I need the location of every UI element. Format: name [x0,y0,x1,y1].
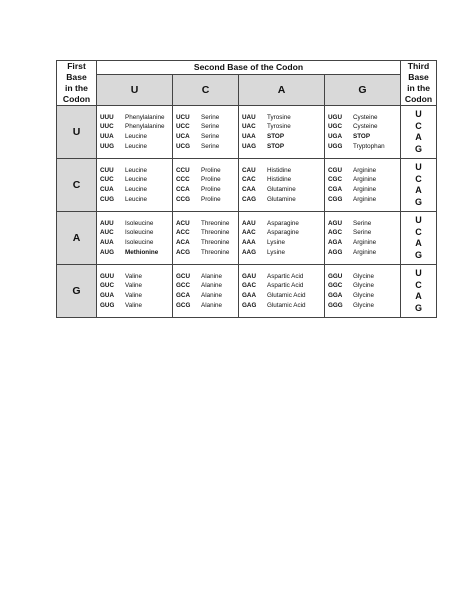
codon-entry [100,195,172,205]
amino-acid-label: Valine [125,301,143,309]
first-base-u: U [57,106,97,159]
third-base-column [401,159,437,212]
codon-cell [325,212,401,265]
codon-label: CAC [242,176,256,184]
codon-label: ACU [176,219,190,227]
codon-table [56,60,437,318]
codon-label: AAA [242,239,256,246]
third-base-letter: C [415,279,422,290]
codon-entry [328,175,400,185]
codon-entry [100,185,172,195]
codon-label: CGC [328,176,342,184]
amino-acid-label: Tyrosine [267,113,291,121]
codon-label: GUU [100,272,114,280]
codon-label: CCC [176,176,190,184]
third-base-letter: G [415,249,423,260]
codon-cell [97,265,173,318]
codon-cell [97,212,173,265]
codon-cell [173,106,239,159]
amino-acid-label: Arginine [353,248,377,256]
amino-acid-label: Arginine [353,166,377,174]
codon-cell [325,159,401,212]
amino-acid-label: Phenylalanine [125,123,165,131]
codon-entry [328,132,400,142]
codon-cell [239,212,325,265]
codon-label: AGG [328,248,343,256]
codon-entry [100,301,172,311]
codon-entry [100,175,172,185]
codon-cell [97,106,173,159]
codon-entry [100,281,172,291]
codon-label: CAG [242,195,256,203]
first-base-a: A [57,212,97,265]
amino-acid-label: Threonine [201,219,230,227]
codon-label: ACG [176,248,190,256]
codon-label: CUA [100,186,114,193]
codon-entry [242,248,324,258]
codon-label: GGA [328,292,343,299]
codon-cell [325,106,401,159]
amino-acid-label: Leucine [125,133,148,140]
codon-label: UUA [100,133,114,140]
codon-entry [242,113,324,123]
codon-entry [100,219,172,229]
third-base-letter: A [415,132,422,142]
first-base-header-line: Base [66,72,87,82]
codon-entry [176,132,238,142]
amino-acid-label: Histidine [267,176,292,184]
third-base-letter: U [415,109,422,119]
amino-acid-label: Glutamic Acid [267,292,306,299]
codon-cell [239,159,325,212]
third-base-column [401,212,437,265]
codon-entry [242,185,324,195]
amino-acid-label: Glutamine [267,195,296,203]
codon-label: AGU [328,219,342,227]
amino-acid-label: Serine [201,113,220,121]
amino-acid-label: Asparagine [267,229,299,237]
third-base-letter: G [415,196,423,207]
codon-label: CCG [176,195,190,203]
codon-label: CUU [100,166,114,174]
amino-acid-label: Alanine [201,282,223,290]
amino-acid-label: Glycine [353,292,374,299]
codon-entry [176,122,238,132]
table-row [57,212,437,265]
codon-label: CUG [100,195,114,203]
codon-label: AUG [100,248,114,256]
third-base-letter: U [415,162,422,172]
amino-acid-label: Isoleucine [125,219,154,227]
codon-label: AAG [242,248,256,256]
codon-cell [173,265,239,318]
codon-label: UUG [100,142,114,150]
amino-acid-label: Leucine [125,142,148,150]
amino-acid-label: Proline [201,186,221,193]
codon-entry [100,142,172,152]
codon-label: UCA [176,133,190,140]
codon-label: GAA [242,292,256,299]
amino-acid-label: Glycine [353,282,374,290]
codon-entry [328,272,400,282]
codon-entry [176,238,238,248]
first-base-header-line: in the [65,83,88,93]
codon-entry [328,113,400,123]
codon-label: UGG [328,142,343,150]
amino-acid-label: Alanine [201,272,223,280]
codon-label: GUA [100,292,114,299]
codon-entry [176,195,238,205]
second-base-g: G [325,74,401,105]
codon-label: ACC [176,229,190,237]
amino-acid-label: Serine [201,142,220,150]
codon-entry [176,272,238,282]
codon-label: UGA [328,133,342,140]
codon-label: CGG [328,195,343,203]
amino-acid-label: STOP [353,133,371,140]
codon-label: GAG [242,301,257,309]
codon-entry [328,142,400,152]
codon-label: UCC [176,123,190,131]
codon-label: GAC [242,282,256,290]
codon-entry [328,185,400,195]
codon-label: AUC [100,229,114,237]
amino-acid-label: Leucine [125,176,148,184]
codon-label: CAU [242,166,256,174]
codon-entry [100,272,172,282]
codon-entry [100,238,172,248]
third-base-letter: G [415,143,423,154]
third-base-letter: U [415,215,422,225]
amino-acid-label: Threonine [201,229,230,237]
codon-entry [100,113,172,123]
codon-label: GUC [100,282,114,290]
amino-acid-label: Isoleucine [125,229,154,237]
codon-cell [325,265,401,318]
codon-entry [328,281,400,291]
codon-entry [328,195,400,205]
third-base-column [401,106,437,159]
amino-acid-label: Leucine [125,186,148,193]
amino-acid-label: Asparagine [267,219,299,227]
amino-acid-label: Glutamic Acid [267,301,306,309]
codon-entry [100,166,172,176]
amino-acid-label: Valine [125,292,143,299]
codon-entry [242,166,324,176]
codon-entry [176,219,238,229]
third-base-letter: A [415,291,422,301]
third-base-letter: A [415,185,422,195]
codon-label: CUC [100,176,114,184]
amino-acid-label: Aspartic Acid [267,282,304,290]
amino-acid-label: Alanine [201,292,223,299]
codon-label: UAG [242,142,256,150]
third-base-letter: G [415,302,423,313]
codon-label: UAC [242,123,256,131]
amino-acid-label: Aspartic Acid [267,272,304,280]
amino-acid-label: Phenylalanine [125,113,165,121]
amino-acid-label: Isoleucine [125,239,154,246]
codon-entry [242,291,324,301]
codon-table-body [57,106,437,318]
amino-acid-label: Arginine [353,186,377,193]
codon-label: UAA [242,133,256,140]
codon-label: GAU [242,272,256,280]
amino-acid-label: Glycine [353,301,374,309]
codon-label: CCU [176,166,190,174]
codon-entry [176,228,238,238]
amino-acid-label: Threonine [201,248,230,256]
codon-entry [100,291,172,301]
codon-entry [176,113,238,123]
codon-entry [328,166,400,176]
codon-label: UCU [176,113,190,121]
codon-label: UCG [176,142,190,150]
second-base-header: Second Base of the Codon [97,61,401,75]
codon-label: CGA [328,186,342,193]
codon-entry [242,228,324,238]
amino-acid-label: Leucine [125,195,148,203]
codon-label: GGG [328,301,343,309]
codon-entry [242,122,324,132]
codon-label: UAU [242,113,256,121]
amino-acid-label: Glycine [353,272,374,280]
codon-entry [176,175,238,185]
amino-acid-label: Arginine [353,195,377,203]
codon-entry [242,272,324,282]
codon-label: GCG [176,301,191,309]
third-base-header-line: Third [407,61,430,71]
first-base-header-line: First [67,61,86,71]
codon-entry [176,142,238,152]
third-base-column [401,265,437,318]
amino-acid-label: Methionine [125,248,159,256]
codon-entry [100,248,172,258]
first-base-c: C [57,159,97,212]
amino-acid-label: Lysine [267,248,285,256]
amino-acid-label: Alanine [201,301,223,309]
amino-acid-label: Glutamine [267,186,296,193]
amino-acid-label: Serine [201,133,220,140]
codon-label: CCA [176,186,190,193]
amino-acid-label: Proline [201,195,221,203]
codon-entry [100,122,172,132]
codon-label: AGC [328,229,342,237]
amino-acid-label: Arginine [353,176,377,184]
amino-acid-label: STOP [267,142,285,150]
codon-label: AAC [242,229,256,237]
codon-label: UGC [328,123,342,131]
codon-entry [242,132,324,142]
amino-acid-label: Proline [201,166,221,174]
codon-label: GCA [176,292,190,299]
first-base-g: G [57,265,97,318]
codon-label: AAU [242,219,256,227]
codon-label: GGC [328,282,343,290]
codon-label: AUU [100,219,114,227]
codon-entry [242,175,324,185]
codon-entry [176,291,238,301]
amino-acid-label: Cysteine [353,113,378,121]
codon-label: UUC [100,123,114,131]
codon-entry [328,228,400,238]
codon-entry [242,301,324,311]
codon-label: GCC [176,282,190,290]
codon-cell [97,159,173,212]
amino-acid-label: Leucine [125,166,148,174]
codon-entry [176,166,238,176]
codon-cell [239,106,325,159]
second-base-c: C [173,74,239,105]
codon-entry [176,185,238,195]
amino-acid-label: Arginine [353,239,377,246]
amino-acid-label: Histidine [267,166,292,174]
codon-entry [242,142,324,152]
amino-acid-label: Lysine [267,239,285,246]
amino-acid-label: Valine [125,282,143,290]
codon-entry [242,238,324,248]
codon-entry [328,291,400,301]
codon-entry [176,248,238,258]
amino-acid-label: Proline [201,176,221,184]
third-base-header [401,61,437,106]
codon-entry [328,248,400,258]
table-row [57,159,437,212]
codon-label: GGU [328,272,343,280]
codon-entry [328,238,400,248]
codon-label: UUU [100,113,114,121]
amino-acid-label: Serine [353,229,372,237]
codon-entry [100,228,172,238]
third-base-letter: C [415,120,422,131]
codon-cell [173,159,239,212]
amino-acid-label: Serine [201,123,220,131]
codon-cell [239,265,325,318]
codon-label: ACA [176,239,190,246]
codon-label: GUG [100,301,115,309]
third-base-letter: C [415,173,422,184]
codon-label: GCU [176,272,190,280]
codon-entry [242,195,324,205]
codon-entry [328,122,400,132]
codon-label: UGU [328,113,342,121]
second-base-u: U [97,74,173,105]
second-base-a: A [239,74,325,105]
amino-acid-label: Serine [353,219,372,227]
third-base-letter: A [415,238,422,248]
codon-entry [176,301,238,311]
codon-entry [176,281,238,291]
third-base-header-line: in the [407,83,430,93]
amino-acid-label: Tryptophan [353,142,385,150]
third-base-header-line: Base [408,72,429,82]
third-base-letter: U [415,268,422,278]
third-base-header-line: Codon [404,94,433,104]
codon-label: AUA [100,239,114,246]
table-row [57,106,437,159]
amino-acid-label: Cysteine [353,123,378,131]
codon-entry [100,132,172,142]
amino-acid-label: Tyrosine [267,123,291,131]
codon-entry [242,281,324,291]
codon-entry [328,219,400,229]
codon-entry [242,219,324,229]
first-base-header-line: Codon [62,94,91,104]
table-row [57,265,437,318]
amino-acid-label: STOP [267,133,285,140]
codon-label: CAA [242,186,256,193]
codon-label: CGU [328,166,342,174]
amino-acid-label: Threonine [201,239,230,246]
first-base-header [57,61,97,106]
codon-entry [328,301,400,311]
third-base-letter: C [415,226,422,237]
amino-acid-label: Valine [125,272,143,280]
codon-label: AGA [328,239,342,246]
codon-cell [173,212,239,265]
